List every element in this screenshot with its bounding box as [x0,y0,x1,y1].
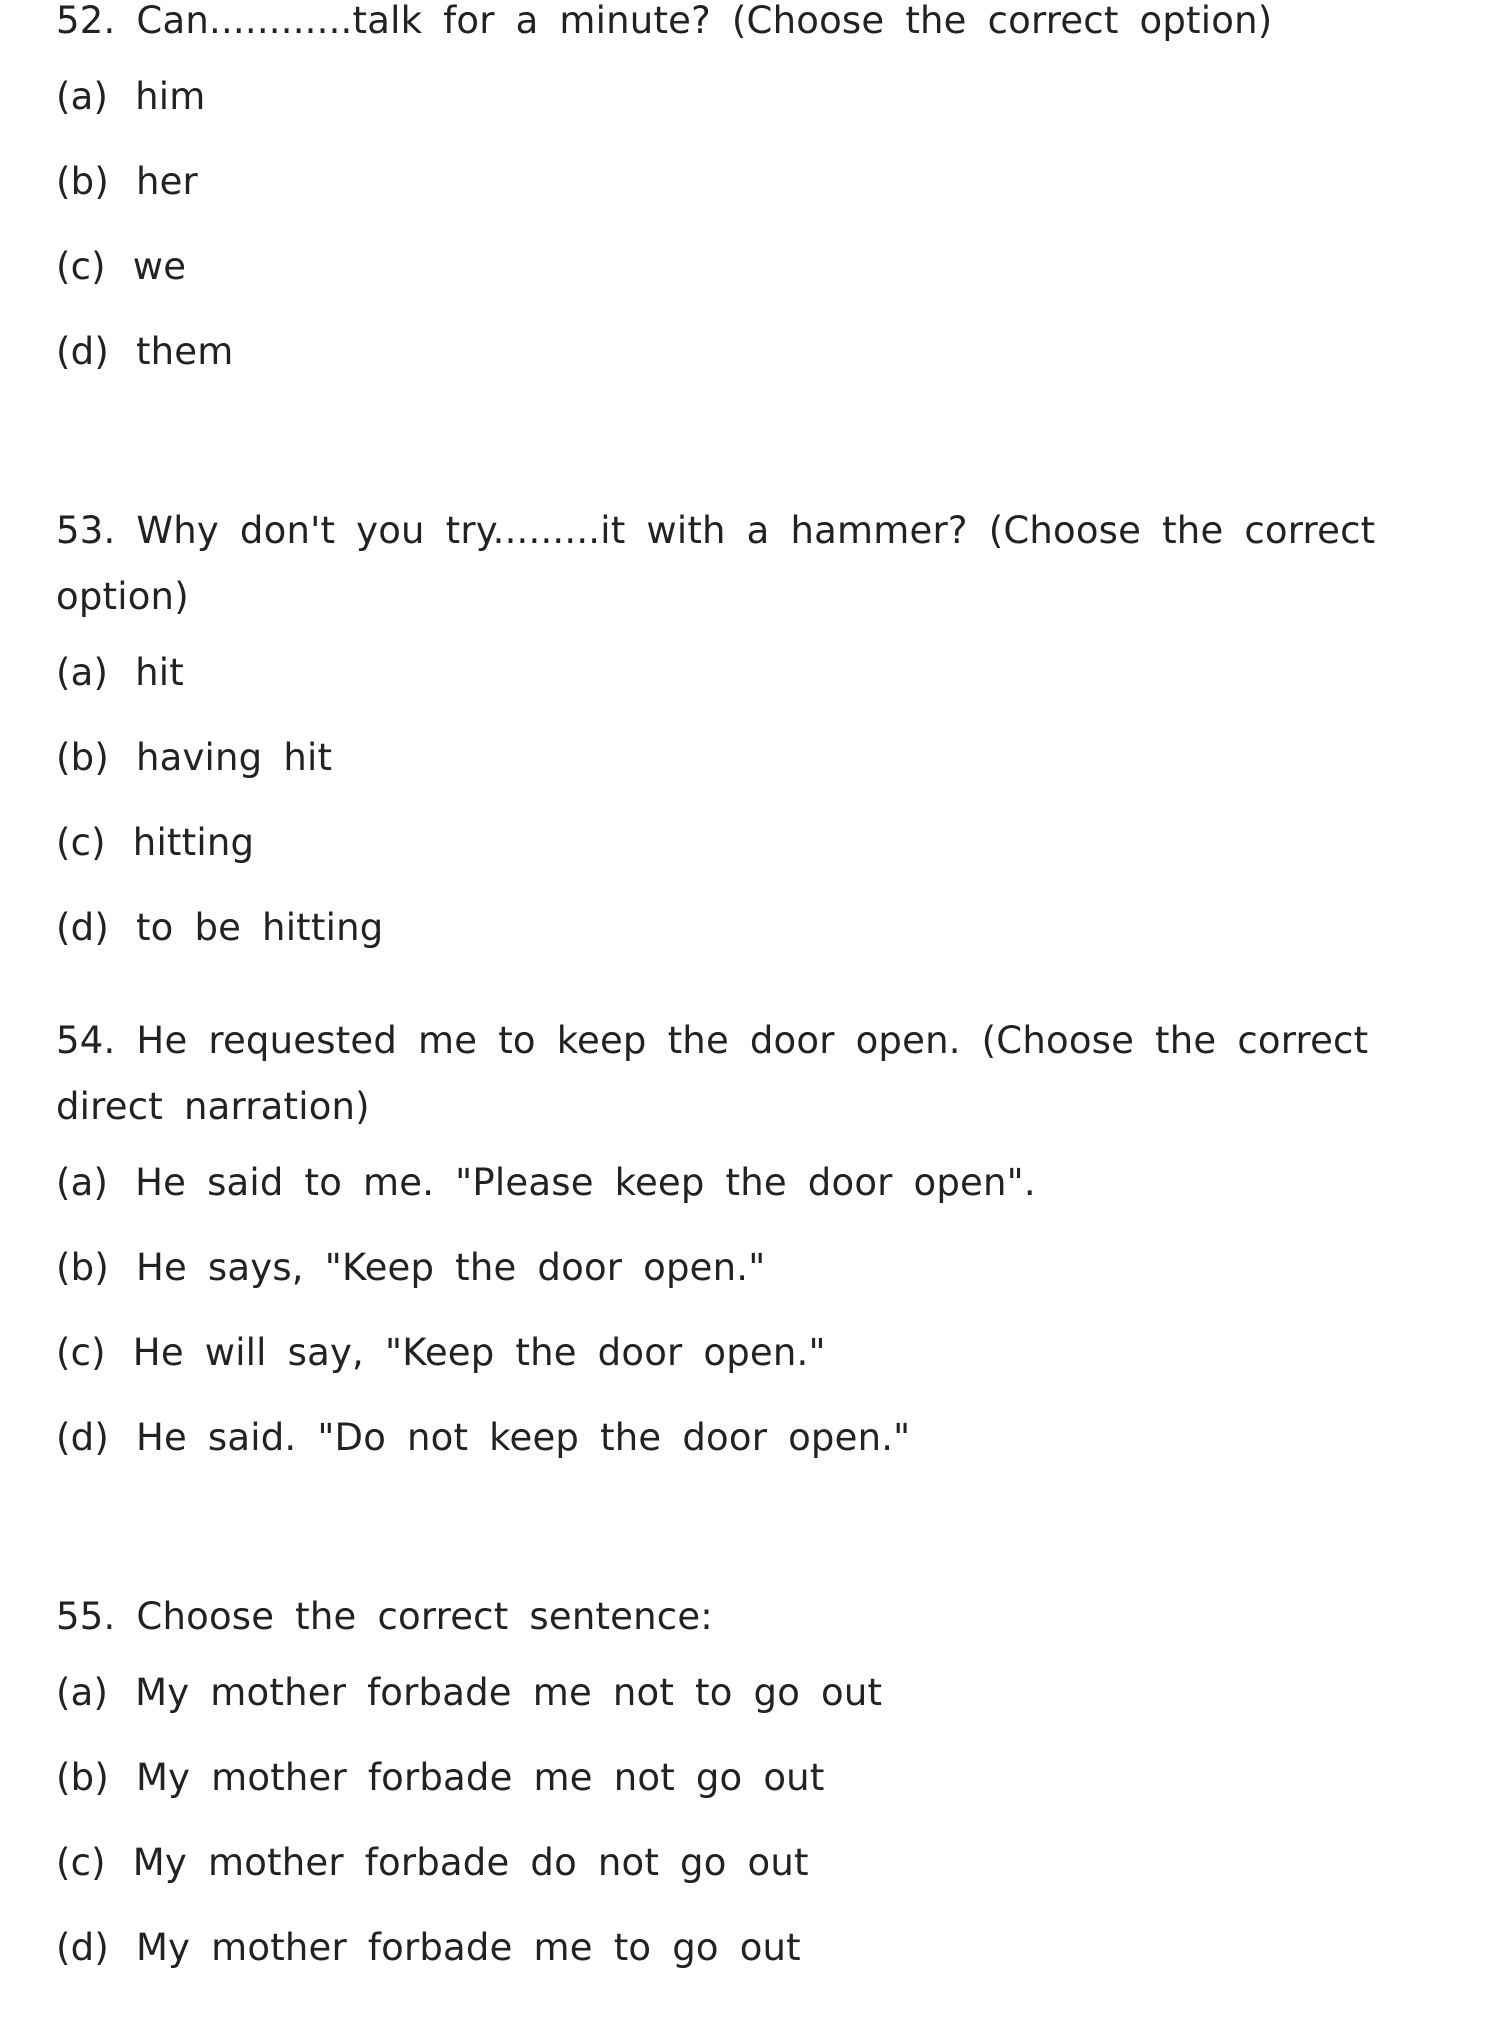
option-text: we [132,245,187,288]
option-text: to be hitting [135,906,384,949]
question-text [56,1584,1456,1650]
option-b [56,1735,1456,1820]
option-letter: (b) [56,160,109,203]
option-text: My mother forbade me not go out [135,1756,825,1799]
option-text: hit [135,651,184,694]
option-a [56,630,1456,715]
option-text: him [135,75,206,118]
question-52 [56,0,1456,394]
question-54 [56,1008,1456,1480]
question-text [56,1008,1456,1140]
option-letter: (b) [56,1246,109,1289]
option-c [56,800,1456,885]
option-letter: (c) [56,245,106,288]
option-letter: (c) [56,821,106,864]
option-letter: (a) [56,651,109,694]
option-b [56,1225,1456,1310]
option-letter: (b) [56,1756,109,1799]
question-text [56,0,1456,54]
question-number: 53. [56,509,116,552]
question-stem: Why don't you try.........it with a hammer? (Choose the correct option) [56,509,1376,618]
option-letter: (d) [56,330,109,373]
option-text: He says, "Keep the door open." [135,1246,766,1289]
question-55 [56,1584,1456,1990]
option-letter: (a) [56,1671,109,1714]
option-c [56,1310,1456,1395]
question-number: 55. [56,1595,116,1638]
option-letter: (c) [56,1331,106,1374]
option-d [56,1905,1456,1990]
option-a [56,54,1456,139]
question-text [56,498,1456,630]
question-stem: Choose the correct sentence: [136,1595,713,1638]
question-stem: Can............talk for a minute? (Choose the correct option) [136,0,1273,42]
option-letter: (b) [56,736,109,779]
option-d [56,309,1456,394]
option-text: My mother forbade me not to go out [135,1671,883,1714]
option-text: having hit [135,736,333,779]
option-letter: (d) [56,1416,109,1459]
option-b [56,139,1456,224]
option-a [56,1650,1456,1735]
option-letter: (c) [56,1841,106,1884]
option-a [56,1140,1456,1225]
option-text: My mother forbade do not go out [132,1841,809,1884]
question-53 [56,498,1456,970]
option-c [56,224,1456,309]
question-number: 52. [56,0,116,42]
option-b [56,715,1456,800]
option-letter: (d) [56,1926,109,1969]
option-letter: (a) [56,1161,109,1204]
option-text: them [135,330,234,373]
question-number: 54. [56,1019,116,1062]
option-d [56,885,1456,970]
option-letter: (d) [56,906,109,949]
option-text: He will say, "Keep the door open." [132,1331,826,1374]
option-text: hitting [132,821,255,864]
question-stem: He requested me to keep the door open. (Choose the correct direct narration) [56,1019,1369,1128]
option-letter: (a) [56,75,109,118]
option-text: My mother forbade me to go out [135,1926,801,1969]
option-c [56,1820,1456,1905]
option-text: her [135,160,198,203]
option-text: He said. "Do not keep the door open." [135,1416,911,1459]
option-text: He said to me. "Please keep the door open". [135,1161,1036,1204]
option-d [56,1395,1456,1480]
